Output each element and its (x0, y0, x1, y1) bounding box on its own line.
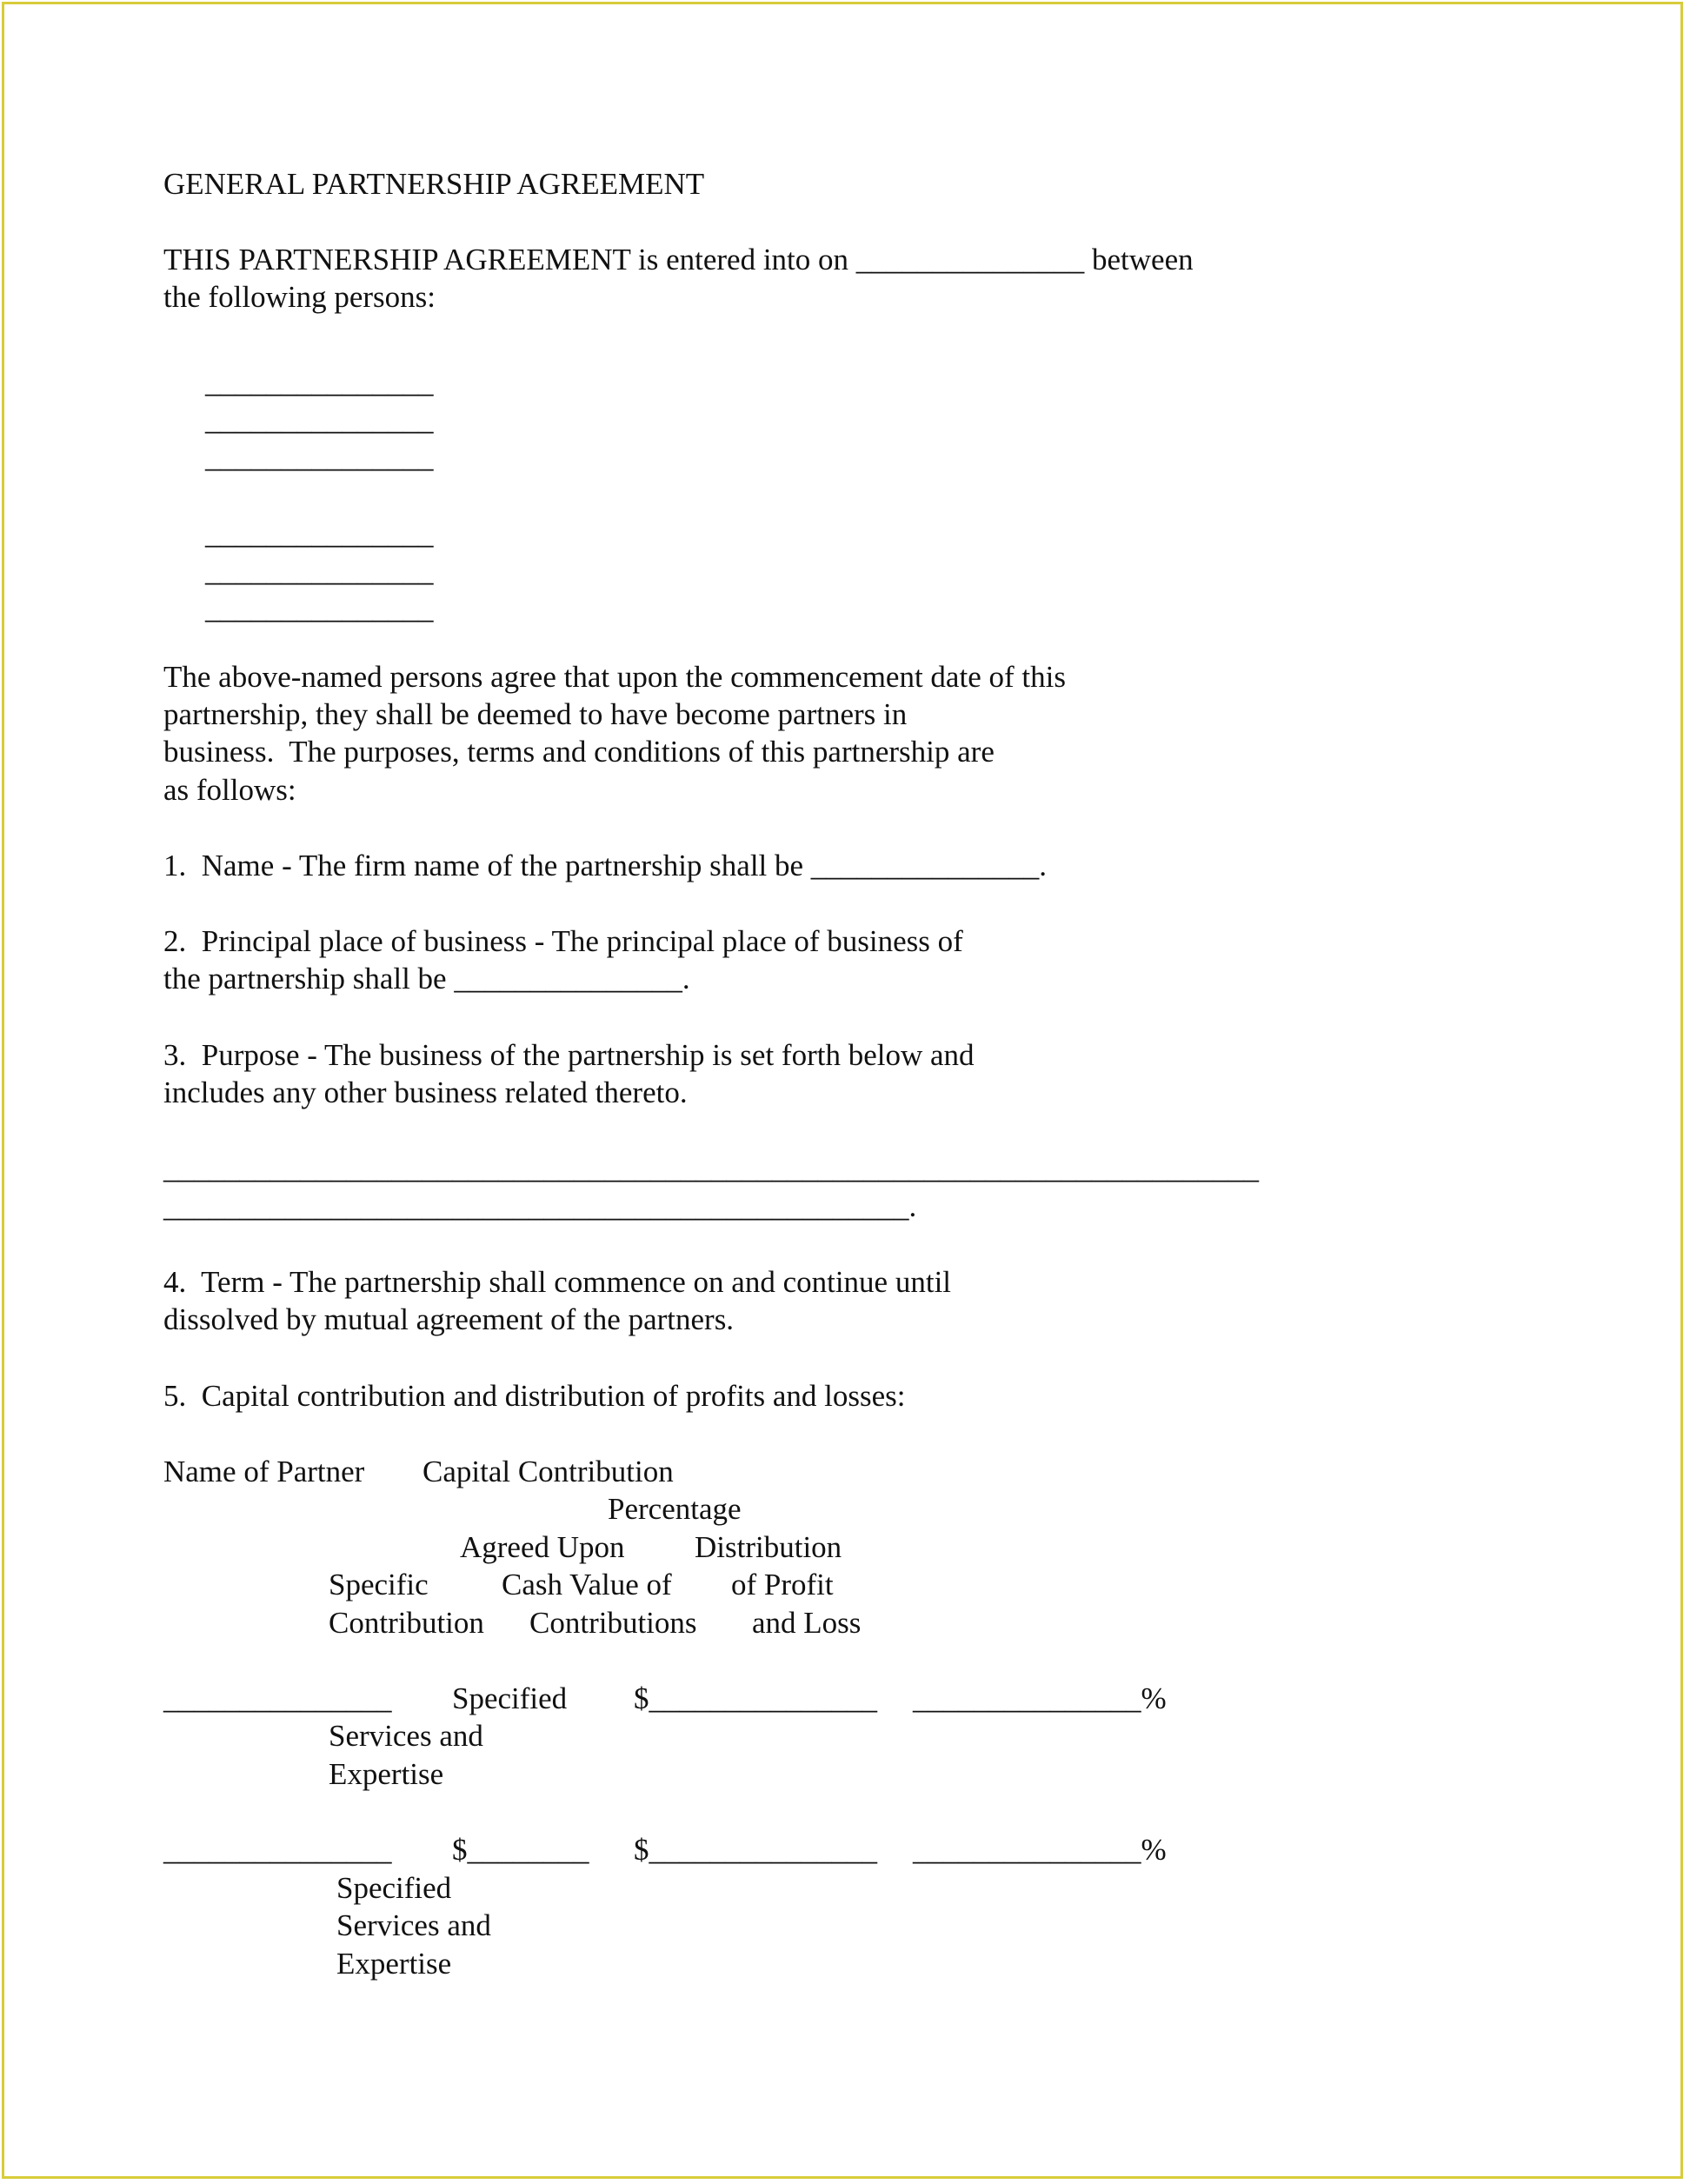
row-2-specific-line-2: Services and (336, 1908, 491, 1942)
section-5-heading: 5. Capital contribution and distribution of profits and losses: (163, 1379, 906, 1413)
row-1-specific-line-3: Expertise (329, 1757, 444, 1791)
purpose-blank-line-2: _________________________________________________. (163, 1189, 917, 1223)
section-2-line-1: 2. Principal place of business - The principal place of business of (163, 924, 963, 958)
partner-blank: _______________ (205, 365, 434, 399)
row-2-specific-line-1: Specified (336, 1871, 452, 1905)
partner-blank: _______________ (205, 554, 434, 588)
body-line: partnership, they shall be deemed to have become partners in (163, 697, 908, 731)
row-1-specific-line-2: Services and (329, 1719, 483, 1753)
header-and-loss: and Loss (752, 1606, 862, 1640)
header-contribution: Contribution (329, 1606, 484, 1640)
row-2-percent: _______________% (913, 1833, 1167, 1867)
row-1-name-blank: _______________ (163, 1681, 392, 1715)
header-cash-value-of: Cash Value of (502, 1568, 672, 1601)
document-title: GENERAL PARTNERSHIP AGREEMENT (163, 167, 705, 201)
section-2-line-2: the partnership shall be _______________. (163, 962, 690, 995)
header-contributions: Contributions (529, 1606, 697, 1640)
body-line: as follows: (163, 773, 296, 807)
body-line: business. The purposes, terms and conditions of this partnership are (163, 735, 995, 769)
section-3-line-1: 3. Purpose - The business of the partnership is set forth below and (163, 1038, 975, 1072)
intro-line-1: THIS PARTNERSHIP AGREEMENT is entered into on _______________ between (163, 243, 1194, 276)
body-line: The above-named persons agree that upon the commencement date of this (163, 660, 1066, 694)
header-specific: Specific (329, 1568, 429, 1601)
purpose-blank-line-1: ________________________________________________________________________ (163, 1151, 1259, 1185)
partner-blank: _______________ (205, 516, 434, 550)
row-2-name-blank: _______________ (163, 1833, 392, 1867)
header-of-profit: of Profit (731, 1568, 834, 1601)
intro-line-2: the following persons: (163, 280, 436, 314)
row-1-cash-value: $_______________ (634, 1681, 877, 1715)
header-name-of-partner: Name of Partner (163, 1455, 365, 1488)
section-1-name: 1. Name - The firm name of the partnership shall be _______________. (163, 849, 1048, 882)
section-4-line-1: 4. Term - The partnership shall commence on and continue until (163, 1265, 952, 1299)
header-capital-contribution: Capital Contribution (422, 1455, 674, 1488)
row-2-specific-amount: $________ (452, 1833, 589, 1867)
row-1-specific: Specified (452, 1681, 568, 1715)
row-1-percent: _______________% (913, 1681, 1167, 1715)
row-2-cash-value: $_______________ (634, 1833, 877, 1867)
section-4-line-2: dissolved by mutual agreement of the partners. (163, 1302, 735, 1336)
section-3-line-2: includes any other business related thereto. (163, 1075, 688, 1109)
partner-blank: _______________ (205, 591, 434, 625)
header-agreed-upon: Agreed Upon (460, 1530, 625, 1564)
partner-blank: _______________ (205, 440, 434, 474)
header-percentage: Percentage (608, 1492, 742, 1526)
header-distribution: Distribution (695, 1530, 842, 1564)
row-2-specific-line-3: Expertise (336, 1947, 452, 1981)
partner-blank: _______________ (205, 403, 434, 436)
